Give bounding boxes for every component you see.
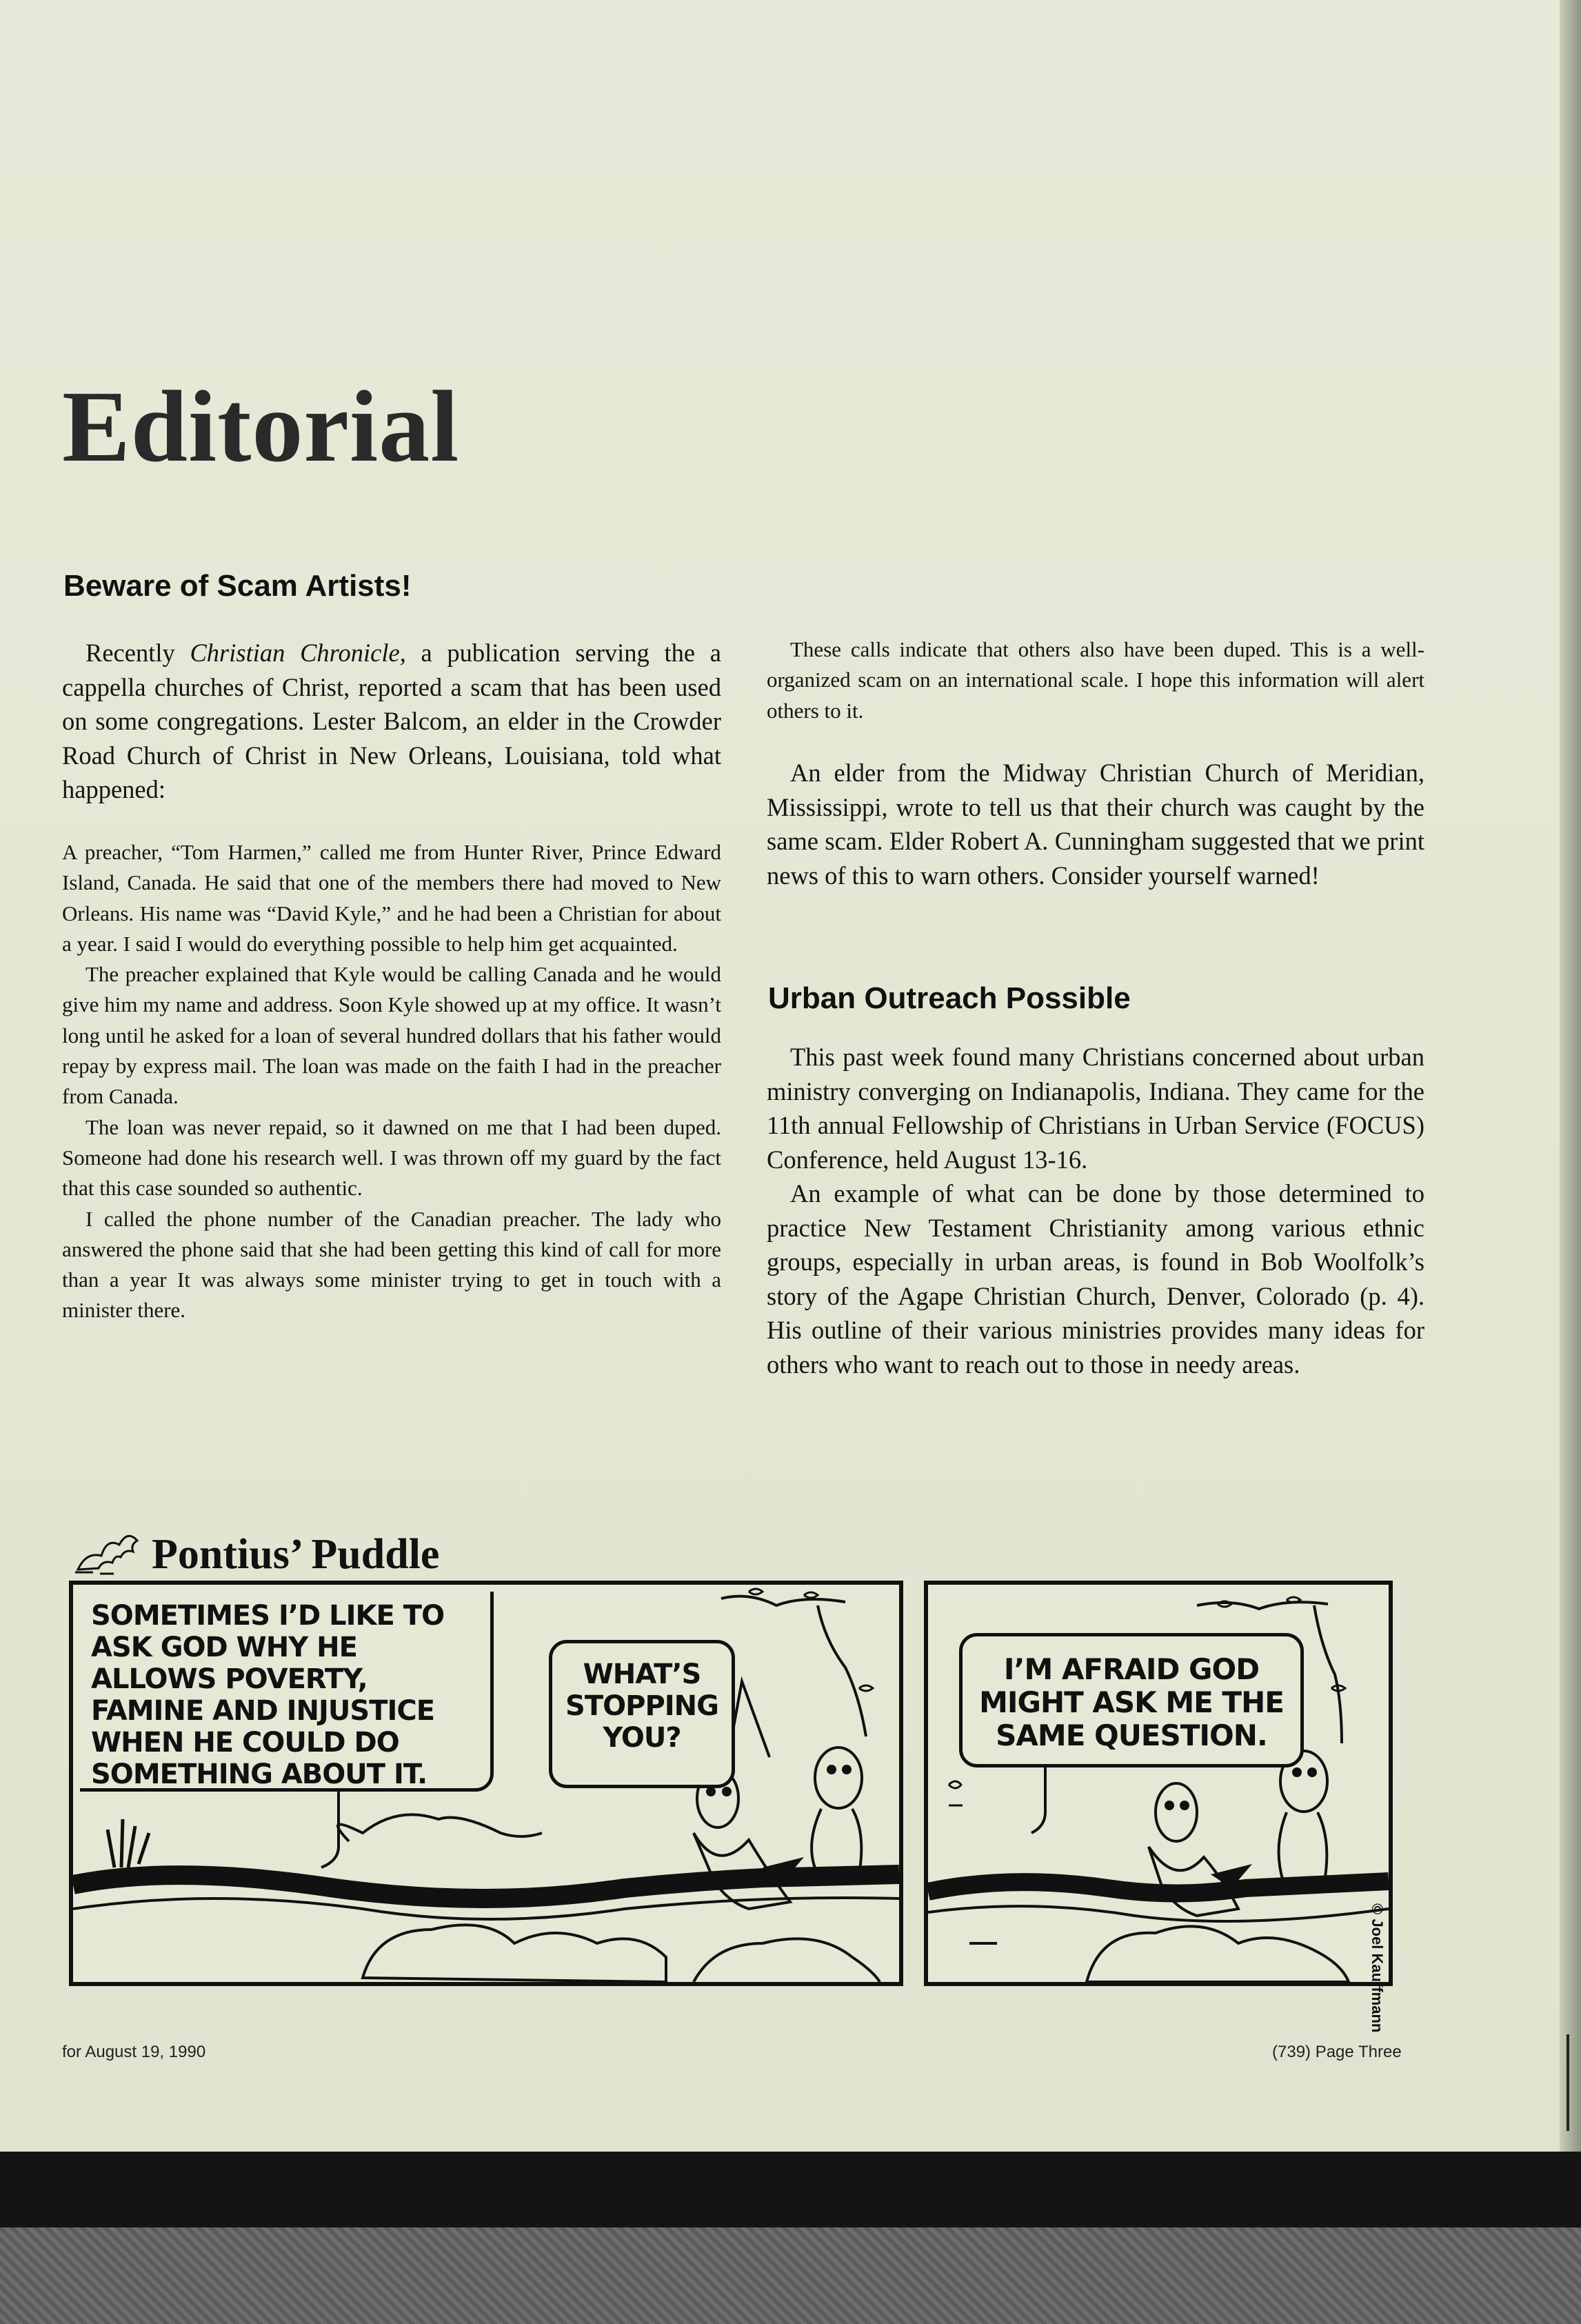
- intro-text-end: a publication serving the a cappella churches of Christ, reported a scam that has been used on some congregations. Lester Balcom, an elder in the Crowder Road Church of Christ in New Orleans, Louisiana, told what happened:: [62, 639, 721, 803]
- page-edge-line: [1567, 2034, 1569, 2131]
- closing-paragraph: An elder from the Midway Christian Church of Meridian, Mississippi, wrote to tell us that their church was caught by the same scam. Elder Robert A. Cunningham suggested that we print news of this to warn others. Consider yourself warned!: [767, 759, 1424, 890]
- scam-quote-continued: [767, 634, 1424, 726]
- issue-date: for August 19, 1990: [62, 2043, 206, 2061]
- urban-paragraph: An example of what can be done by those determined to practice New Testament Christianity among various ethnic groups, especially in urban areas, is found in Bob Woolfolk’s story of the Agape Christian Church, Denver, Colorado (p. 4). His outline of their various ministries provides many ideas for others who want to reach out to those in needy areas.: [767, 1179, 1424, 1379]
- quote-paragraph: A preacher, “Tom Harmen,” called me from Hunter River, Prince Edward Island, Canada. He said that one of the members there had moved to New Orleans. His name was “David Kyle,” and he had been a Christian for about a year. I said I would do everything possible to help him get acquainted.: [62, 840, 721, 956]
- speech-bubble-turtle: WHAT’S STOPPING YOU?: [549, 1640, 735, 1788]
- scam-closing: [767, 756, 1424, 892]
- scam-intro-paragraph: [62, 636, 721, 807]
- intro-text-start: Recently: [85, 639, 190, 667]
- cartoon-title: [72, 1524, 439, 1576]
- cartoon-panel-2: [924, 1581, 1393, 1986]
- cartoon-name: Pontius’ Puddle: [152, 1531, 440, 1578]
- background-shadow: [0, 2152, 1581, 2227]
- scam-intro: [62, 636, 721, 807]
- puddle-logo-icon: [72, 1524, 145, 1576]
- scam-quote: [62, 837, 721, 1326]
- page-edge: [1560, 0, 1581, 2152]
- page-number: (739) Page Three: [1272, 2043, 1402, 2061]
- background-cloth: [0, 2227, 1581, 2324]
- speech-bubble-pontius: SOMETIMES I’D LIKE TO ASK GOD WHY HE ALLOWS POVERTY, FAMINE AND INJUSTICE WHEN HE COULD DO SOMETHING ABOUT IT.: [80, 1592, 494, 1792]
- section-title-urban: Urban Outreach Possible: [768, 981, 1131, 1015]
- cartoon-credit: © Joel Kauffmann: [1369, 1903, 1386, 2033]
- cartoon-panel-1: [69, 1581, 903, 1986]
- quote-paragraph: These calls indicate that others also have been duped. This is a well-organized scam on an international scale. I hope this information will alert others to it.: [767, 637, 1424, 723]
- publication-name: Christian Chronicle,: [190, 639, 406, 667]
- quote-paragraph: The loan was never repaid, so it dawned on me that I had been duped. Someone had done his research well. I was thrown off my guard by the fact that this case sounded so authentic.: [62, 1114, 721, 1201]
- quote-paragraph: The preacher explained that Kyle would be calling Canada and he would give him my name and address. Soon Kyle showed up at my office. It wasn’t long until he asked for a loan of several hundred dollars that his father would repay by express mail. The loan was made on the faith I had in the preacher from Canada.: [62, 962, 721, 1109]
- urban-paragraph: This past week found many Christians concerned about urban ministry converging on Indianapolis, Indiana. They came for the 11th annual Fellowship of Christians in Urban Service (FOCUS) Conference, held August 13-16.: [767, 1043, 1424, 1174]
- urban-outreach-text: [767, 1040, 1424, 1381]
- page-title: Editorial: [62, 370, 460, 483]
- speech-bubble-turtle-reply: I’M AFRAID GOD MIGHT ASK ME THE SAME QUESTION.: [959, 1633, 1304, 1767]
- section-title-scam: Beware of Scam Artists!: [63, 569, 412, 603]
- quote-paragraph: I called the phone number of the Canadian preacher. The lady who answered the phone said that she had been getting this kind of call for more than a year It was always some minister trying to get in touch with a minister there.: [62, 1206, 721, 1323]
